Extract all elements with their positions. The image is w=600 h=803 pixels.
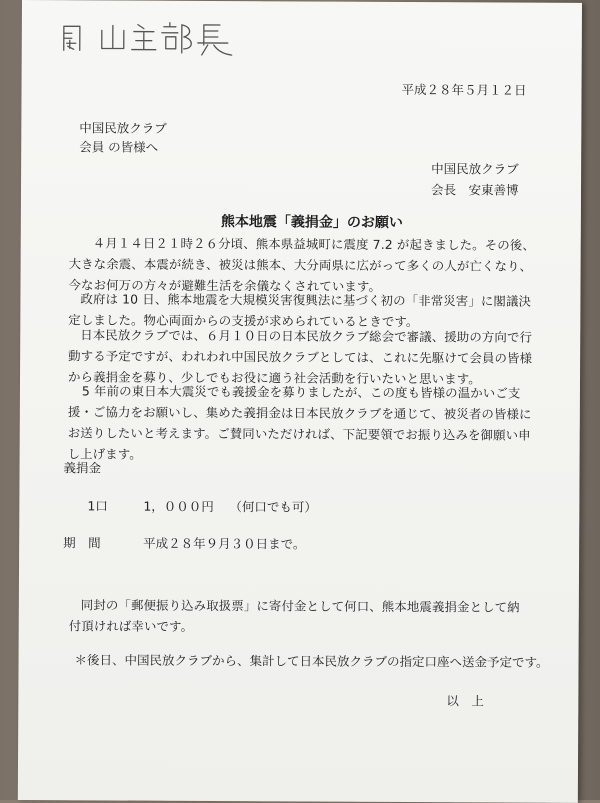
paragraph-government: 政府は 10 日、熊本地震を大規模災害復興法に基づく初の「非常災害」に閣議決定しました。物心両面からの支援が求められているときです。 [68, 291, 532, 330]
sender-organization: 中国民放クラブ [431, 161, 519, 177]
donation-unit: 1口 [87, 498, 108, 514]
donation-amount-note: （何口でも可） [229, 499, 317, 515]
sender-name: 会長 安東善博 [430, 182, 519, 198]
document-date: 平成２８年５月１２日 [401, 81, 527, 98]
recipient-organization: 中国民放クラブ [79, 120, 167, 136]
document-page [18, 0, 582, 803]
paragraph-request: 5 年前の東日本大震災でも義援金を募りましたが、この度も皆様の温かいご支援・ご協力をお願いし、集めた義捐金は日本民放クラブを通じて、被災者の皆様にお送りしたいと考えます。ご賛同いただければ、下記要領でお振り込みを御願い申し上げます。 [67, 383, 532, 462]
paragraph-earthquake: ４月１４日２１時２６分頃、熊本県益城町に震度 7.2 が起きました。その後、大きな余震、本震が続き、被災は熊本、大分両県に広がって多くの人が亡くなり、今なお何万の方々が避難生活を余儀なくされています。 [68, 235, 535, 294]
document-title: 熊本地震「義捐金」のお願い [220, 214, 403, 231]
donation-amount: 1，０００円 [143, 498, 214, 515]
enclosure-note: 同封の「郵便振り込み取扱票」に寄付金として何口、熊本地震義捐金として納付頂ければ幸いです。 [68, 597, 520, 634]
recipient-members: 会員 の皆様へ [79, 139, 159, 155]
closing-mark: 以 上 [446, 693, 484, 709]
period-label: 期 間 [63, 535, 101, 551]
period-value: 平成２８年９月３０日まで。 [143, 535, 306, 552]
donation-label: 義捐金 [63, 460, 102, 476]
footnote: ＊後日、中国民放クラブから、集計して日本民放クラブの指定口座へ送金予定です。 [74, 652, 549, 670]
handwritten-note [58, 16, 268, 61]
paragraph-nihon-club: 日本民放クラブでは、６月１０日の日本民放クラブ総会で審議、援助の方向で行動する予定ですが、われわれ中国民放クラブとしては、これに先駆けて会員の皆様から義捐金を募り、少しでもお役に適う社会活動を行いたいと思います。 [67, 327, 533, 387]
